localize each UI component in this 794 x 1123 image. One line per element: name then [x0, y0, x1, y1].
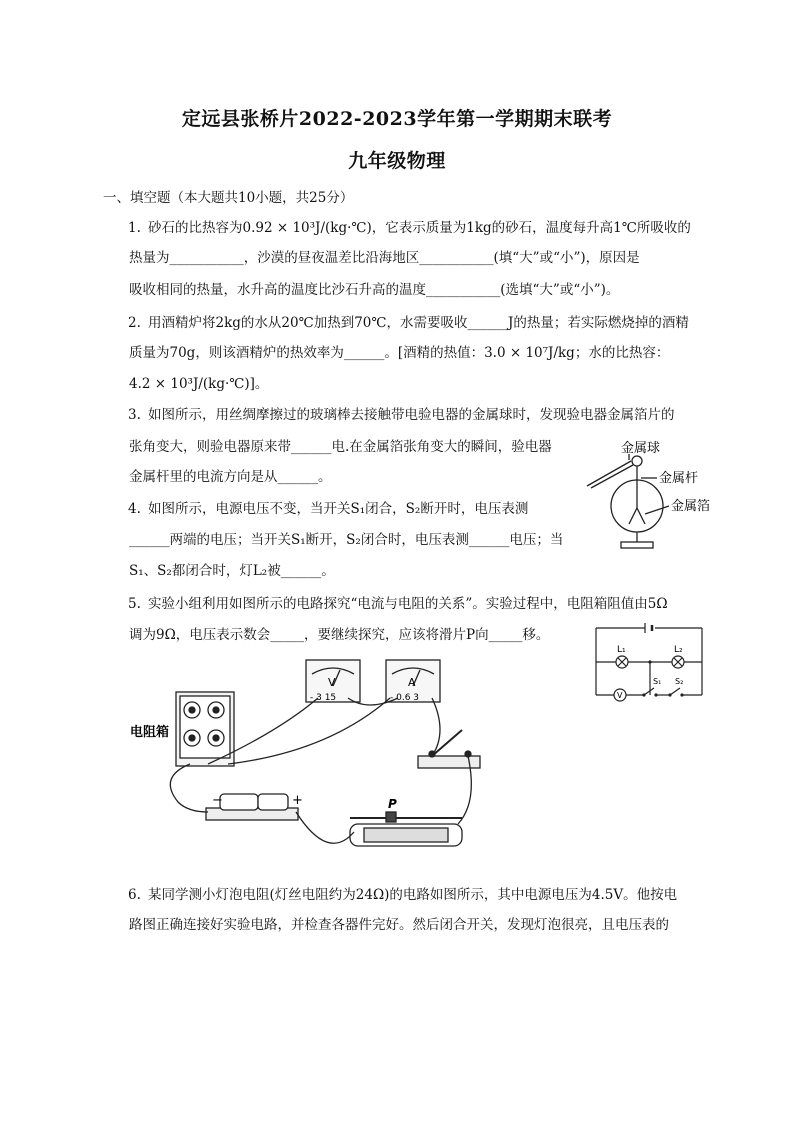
label-minus: −	[212, 793, 223, 808]
question-number: 2.	[128, 315, 141, 331]
question-number: 3.	[128, 407, 141, 423]
question-line: 如图所示，用丝绸摩擦过的玻璃棒去接触带电验电器的金属球时，发现验电器金属箔片的	[148, 407, 675, 423]
question-line: 用酒精炉将2kg的水从20℃加热到70℃，水需要吸收______J的热量；若实际燃烧掉的酒精	[148, 315, 689, 331]
question-line: 热量为___________，沙漠的昼夜温差比沿海地区___________(填“大”或“小”)，原因是	[129, 250, 640, 266]
label-plus: +	[292, 793, 303, 808]
question-line: 实验小组利用如图所示的电路探究“电流与电阻的关系”。实验过程中，电阻箱阻值由5Ω	[148, 596, 668, 612]
exam-subtitle: 九年级物理	[348, 150, 446, 172]
voltmeter-letter: V	[328, 676, 336, 689]
exam-title: 定远县张桥片2022-2023学年第一学期期末联考	[181, 108, 613, 130]
label-slider: P	[388, 797, 397, 811]
question-line: S₁、S₂都闭合时，灯L₂被______。	[129, 563, 335, 579]
apparatus-figure	[128, 652, 488, 867]
label-lamp-1: L₁	[617, 645, 626, 655]
question-line: 调为9Ω，电压表示数会_____，要继续探究，应该将滑片P向_____移。	[129, 627, 550, 643]
question-line: 某同学测小灯泡电阻(灯丝电阻约为24Ω)的电路如图所示，其中电源电压为4.5V。他按电	[148, 887, 678, 903]
question-line: 路图正确连接好实验电路，并检查各器件完好。然后闭合开关，发现灯泡很亮，且电压表的	[129, 917, 669, 933]
label-resistance-box: 电阻箱	[130, 725, 170, 740]
question-number: 5.	[128, 596, 141, 612]
label-switch-2: S₂	[675, 677, 684, 686]
question-number: 1.	[128, 220, 141, 236]
question-line: 质量为70g，则该酒精炉的热效率为______。[酒精的热值：3.0 × 10⁷J/kg；水的比热容：	[129, 345, 670, 361]
label-lamp-2: L₂	[674, 645, 683, 655]
question-line: ______两端的电压；当开关S₁断开，S₂闭合时，电压表测______电压；当	[129, 532, 564, 548]
circuit-diagram	[590, 620, 710, 702]
question-number: 6.	[128, 887, 141, 903]
label-switch-1: S₁	[653, 677, 662, 686]
question-line: 砂石的比热容为0.92 × 10³J/(kg·℃)，它表示质量为1kg的砂石，温度每升高1℃所吸收的	[148, 220, 691, 236]
label-ball: 金属球	[621, 441, 661, 456]
question-line: 金属杆里的电流方向是从______。	[129, 469, 332, 485]
question-line: 张角变大，则验电器原来带______电.在金属箔张角变大的瞬间，验电器	[129, 439, 552, 455]
question-number: 4.	[128, 501, 141, 517]
label-rod: 金属杆	[659, 471, 699, 486]
label-foil: 金属箔	[671, 499, 711, 514]
question-line: 4.2 × 10³J/(kg·℃)]。	[129, 376, 269, 392]
section-heading: 一、填空题（本大题共10小题，共25分）	[103, 190, 354, 206]
question-line: 如图所示，电源电压不变，当开关S₁闭合，S₂断开时，电压表测	[148, 501, 529, 517]
question-line: 吸收相同的热量，水升高的温度比沙石升高的温度___________(选填“大”或“小”)。	[129, 282, 620, 298]
ammeter-terminals: - 0.6 3	[390, 693, 420, 703]
electroscope-figure	[585, 438, 725, 556]
voltmeter-terminals: - 3 15	[310, 693, 337, 703]
label-voltmeter: V	[617, 691, 623, 700]
ammeter-letter: A	[408, 676, 416, 689]
